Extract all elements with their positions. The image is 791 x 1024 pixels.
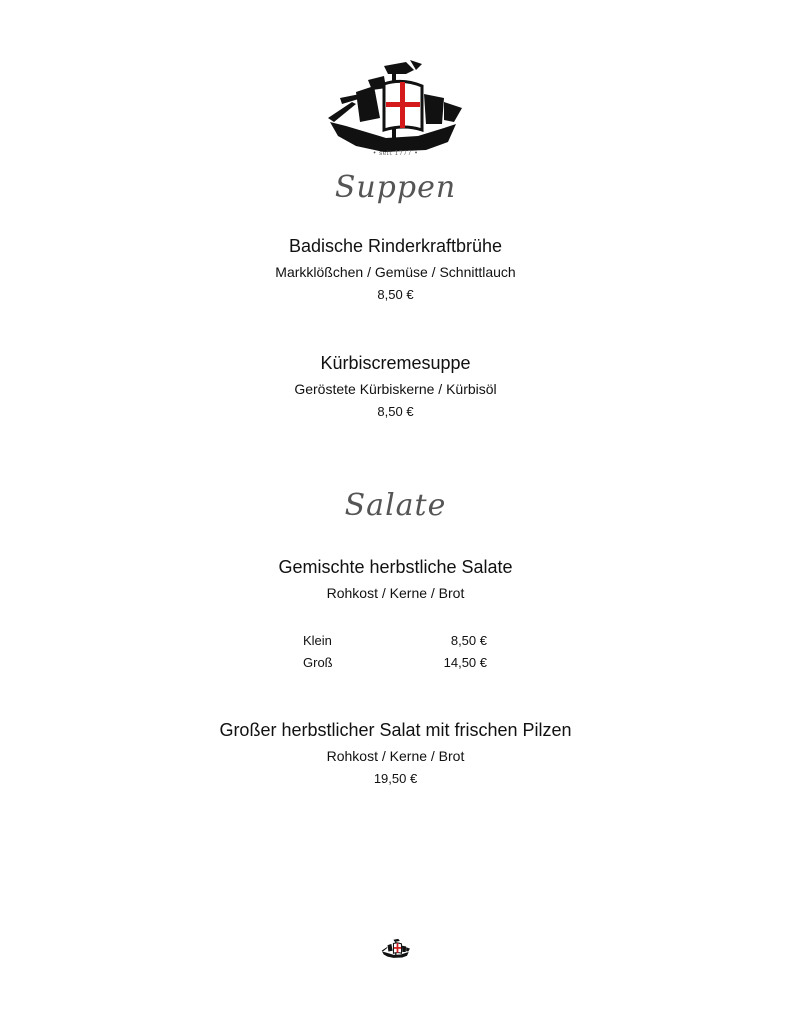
dish-name: Badische Rinderkraftbrühe [288,236,503,256]
section-title-soups: Suppen [334,170,457,205]
size-label: Klein [303,633,332,648]
dish-price: 19,50 € [373,771,418,786]
size-price: 8,50 € [450,633,487,648]
dish-name: Kürbiscremesuppe [320,353,471,373]
dish-price: 8,50 € [377,287,414,302]
dish-description: Geröstete Kürbiskerne / Kürbisöl [294,381,497,397]
section-title-salads: Salate [344,488,447,523]
dish-name: Gemischte herbstliche Salate [278,557,513,577]
logo-caption: • seit 1777 • [372,150,419,157]
size-row [0,655,791,675]
dish-price: 8,50 € [377,404,414,419]
size-label: Groß [303,655,333,670]
ship-footer-icon [381,938,411,960]
size-row [0,633,791,653]
dish-description: Rohkost / Kerne / Brot [326,748,465,764]
dish-description: Rohkost / Kerne / Brot [326,585,465,601]
size-price: 14,50 € [443,655,487,670]
ship-logo [326,58,466,162]
dish-name: Großer herbstlicher Salat mit frischen Pilzen [219,720,572,740]
dish-description: Markklößchen / Gemüse / Schnittlauch [275,264,516,280]
